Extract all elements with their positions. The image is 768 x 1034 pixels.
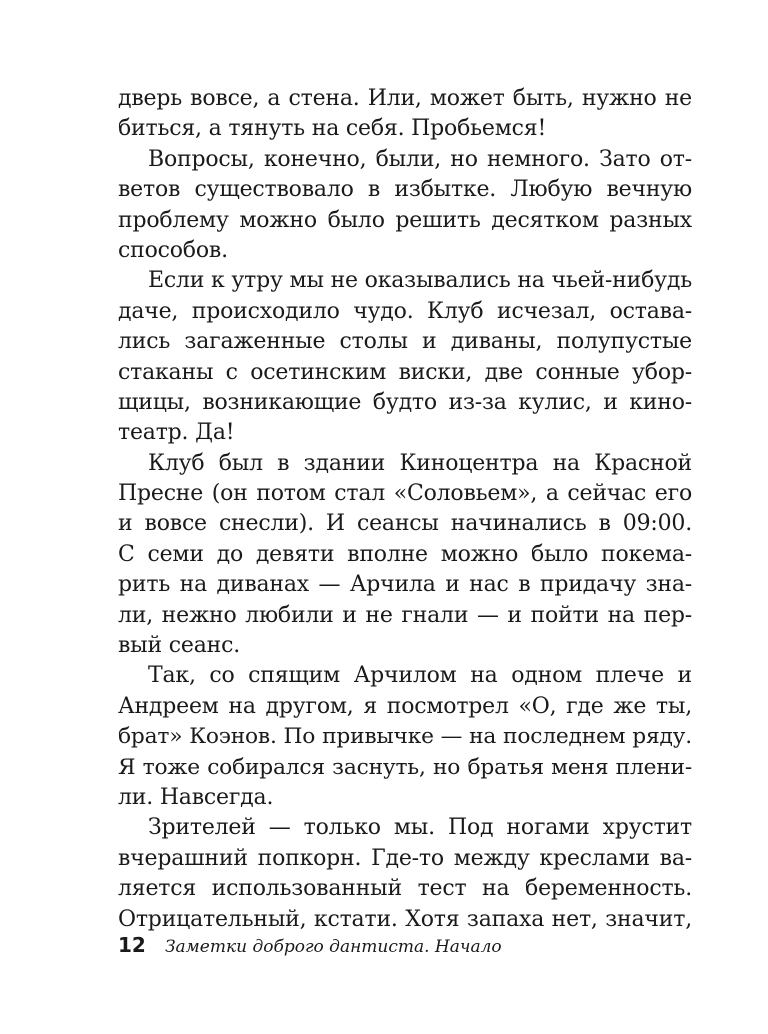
text-line: щицы, возникающие будто из-за кулис, и кино- [118, 389, 692, 415]
text-line: С семи до девяти вполне можно было покема- [118, 541, 692, 567]
text-line: ли. Навсегда. [118, 784, 274, 810]
text-line: вый сеанс. [118, 633, 240, 659]
text-line: вчерашний попкорн. Где-то между креслами ва- [118, 845, 692, 871]
body-text [118, 84, 692, 935]
page-number: 12 [118, 933, 146, 957]
text-line: даче, происходило чудо. Клуб исчезал, остава- [118, 298, 692, 324]
text-line: рить на диванах — Арчила и нас в придачу зна- [118, 572, 692, 598]
text-line: стаканы с осетинским виски, две сонные убор- [118, 359, 692, 385]
text-line: способов. [118, 237, 228, 263]
text-line: брат» Коэнов. По привычке — на последнем ряду. [118, 724, 692, 750]
text-line: Клуб был в здании Киноцентра на Красной [148, 450, 692, 476]
page-footer [118, 930, 502, 960]
text-line: Вопросы, конечно, были, но немного. Зато от- [148, 146, 692, 172]
text-line: Андреем на другом, я посмотрел «О, где же ты, [118, 693, 692, 719]
text-line: ветов существовало в избытке. Любую вечную [118, 177, 692, 203]
text-line: и вовсе снесли). И сеансы начинались в 09:00. [118, 511, 692, 537]
text-line: Если к утру мы не оказывались на чьей-нибудь [148, 268, 692, 294]
text-line: биться, а тянуть на себя. Пробьемся! [118, 116, 547, 142]
text-line: ли, нежно любили и не гнали — и пойти на пер- [118, 602, 692, 628]
text-line: театр. Да! [118, 420, 235, 446]
running-title: Заметки доброго дантиста. Начало [164, 937, 502, 957]
text-line: ляется использованный тест на беременность. [118, 876, 692, 902]
text-line: дверь вовсе, а стена. Или, может быть, нужно не [118, 86, 692, 111]
text-line: проблему можно было решить десятком разных [118, 207, 692, 233]
text-line: Так, со спящим Арчилом на одном плече и [148, 663, 692, 689]
text-line: Отрицательный, кстати. Хотя запаха нет, значит, [118, 906, 692, 932]
text-line: Я тоже собирался заснуть, но братья меня плени- [118, 754, 692, 780]
text-line: Пресне (он потом стал «Соловьем», а сейчас его [118, 481, 692, 507]
text-line: Зрителей — только мы. Под ногами хрустит [148, 815, 692, 841]
text-line: лись загаженные столы и диваны, полупустые [118, 329, 692, 355]
